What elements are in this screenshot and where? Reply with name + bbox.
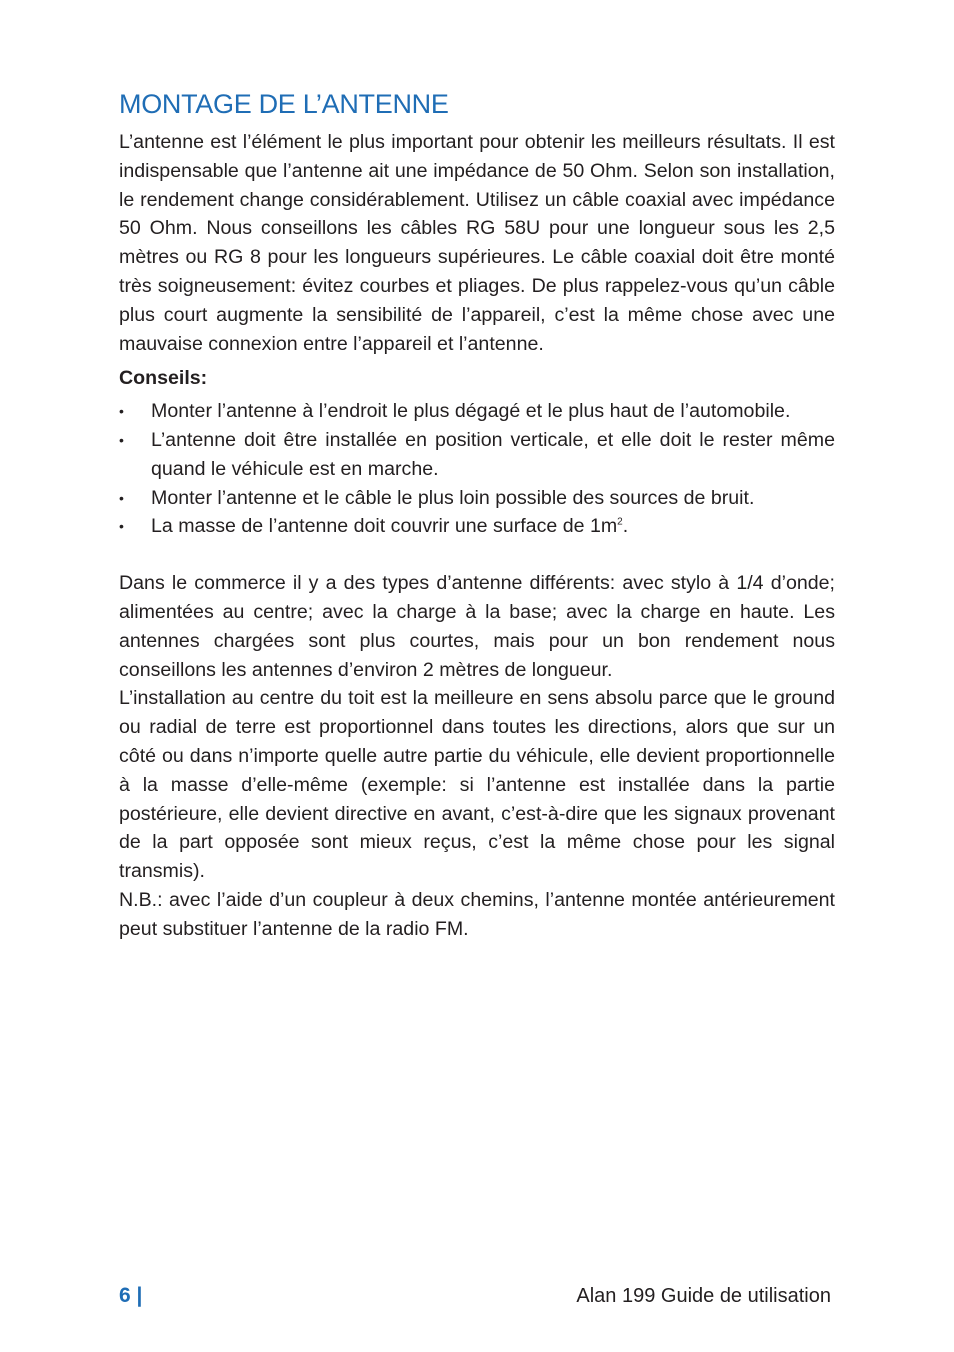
list-item	[119, 397, 835, 426]
body-paragraph-2: L’installation au centre du toit est la meilleure en sens absolu parce que le ground ou radial de terre est proportionnel dans toutes les directions, alors que sur un côté ou dans n’importe quelle autre partie du véhicule, elle devient proportionnelle à la masse d’elle-même (exemple: si l’antenne est installée dans la partie postérieure, elle devient directive en avant, c’est-à-dire que les signaux provenant de la part opposée sont mieux reçus, c’est la même chose pour les signal transmis).	[119, 687, 835, 883]
bullet-icon: •	[119, 518, 124, 535]
page-content	[119, 86, 835, 944]
body-paragraph-1: Dans le commerce il y a des types d’antenne différents: avec stylo à 1/4 d’onde; alimentées au centre; avec la charge à la base; avec la charge en haute. Les antennes chargées sont plus courtes, mais pour un bon rendement nous conseillons les antennes d’environ 2 mètres de longueur.	[119, 572, 835, 681]
spacer	[119, 541, 835, 569]
bullet-icon: •	[119, 403, 124, 420]
list-item-text: Monter l’antenne à l’endroit le plus dégagé et le plus haut de l’automobile.	[151, 400, 791, 423]
bullet-icon: •	[119, 489, 124, 506]
body-paragraph-3: N.B.: avec l’aide d’un coupleur à deux chemins, l’antenne montée antérieurement peut substituer l’antenne de la radio FM.	[119, 888, 835, 940]
list-item-text: La masse de l’antenne doit couvrir une surface de 1m	[151, 515, 618, 538]
page-number: 6 |	[119, 1284, 143, 1307]
list-item-text: Monter l’antenne et le câble le plus loin possible des sources de bruit.	[151, 486, 755, 509]
tips-list	[119, 397, 835, 541]
list-item	[119, 512, 835, 541]
list-item	[119, 426, 835, 484]
section-title: MONTAGE DE L’ANTENNE	[119, 89, 449, 119]
list-item-end: .	[622, 515, 629, 538]
list-item-text: L’antenne doit être installée en position verticale, et elle doit le rester même quand le véhicule est en marche.	[151, 428, 835, 480]
bullet-icon: •	[119, 431, 124, 448]
superscript: 2	[617, 516, 623, 528]
list-item	[119, 484, 835, 513]
intro-paragraph: L’antenne est l’élément le plus important pour obtenir les meilleurs résultats. Il est indispensable que l’antenne ait une impédance de 50 Ohm. Selon son installation, le rendement change considérablement. Utilisez un câble coaxial avec impédance 50 Ohm. Nous conseillons les câbles RG 58U pour une longueur sous les 2,5 mètres ou RG 8 pour les longueurs supérieures. Le câble coaxial doit être monté très soigneusement: évitez courbes et pliages. De plus rappelez-vous qu’un câble plus court augmente la sensibilité de l’appareil, c’est la même chose avec une mauvaise connexion entre l’appareil et l’antenne.	[119, 131, 835, 355]
tips-heading: Conseils:	[119, 367, 208, 390]
guide-title: Alan 199 Guide de utilisation	[576, 1285, 831, 1307]
